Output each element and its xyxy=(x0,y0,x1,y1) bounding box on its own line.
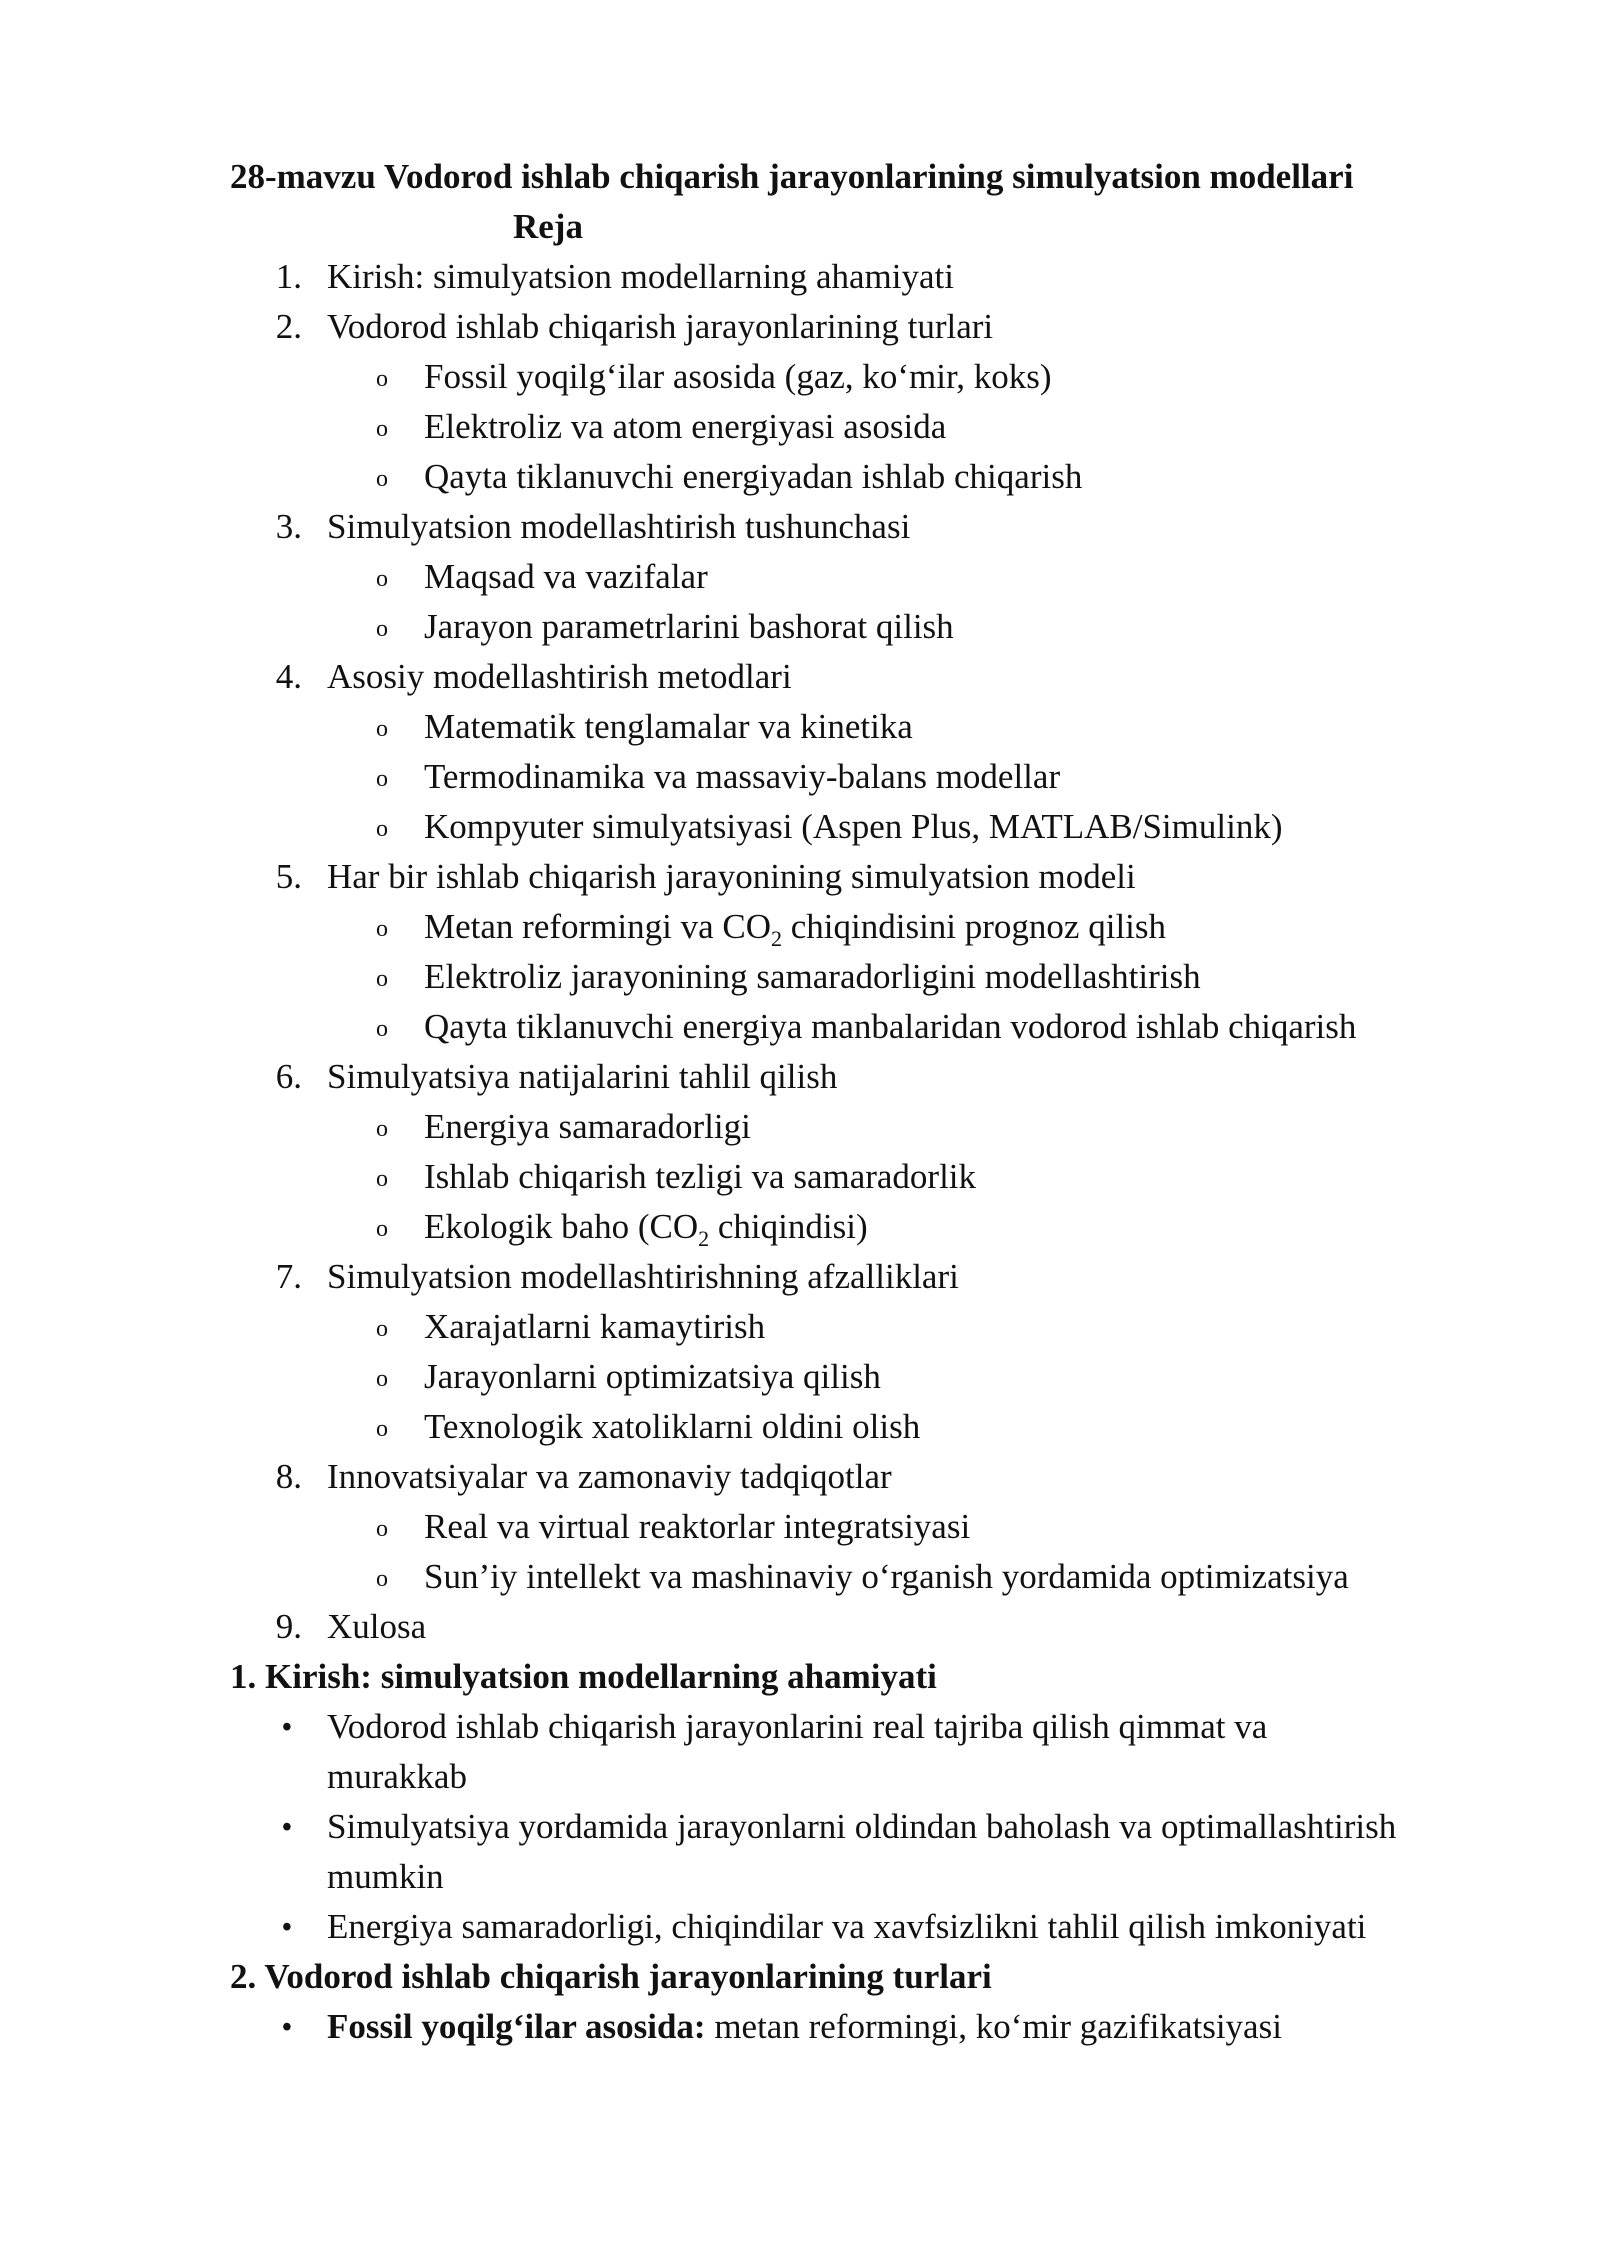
circle-bullet-icon: o xyxy=(376,916,388,942)
plan-subitem: Qayta tiklanuvchi energiyadan ishlab chiqarish xyxy=(424,457,1083,496)
plan-item-number: 8. xyxy=(275,1457,302,1496)
plan-heading: Reja xyxy=(513,207,583,246)
bullet-icon: • xyxy=(282,1912,292,1943)
plan-subitem: Matematik tenglamalar va kinetika xyxy=(424,707,913,746)
plan-item-text: Simulyatsiya natijalarini tahlil qilish xyxy=(327,1057,838,1096)
plan-subitem: Fossil yoqilg‘ilar asosida (gaz, ko‘mir, koks) xyxy=(424,357,1052,396)
circle-bullet-icon: o xyxy=(376,566,388,592)
plan-subitem: Elektroliz va atom energiyasi asosida xyxy=(424,407,947,446)
page-title: 28-mavzu Vodorod ishlab chiqarish jarayonlarining simulyatsion modellari xyxy=(230,157,1354,196)
plan-item-number: 5. xyxy=(275,857,302,896)
circle-bullet-icon: o xyxy=(376,1316,388,1342)
plan-subitem: Kompyuter simulyatsiyasi (Aspen Plus, MATLAB/Simulink) xyxy=(424,807,1283,846)
circle-bullet-icon: o xyxy=(376,1216,388,1242)
bullet-icon: • xyxy=(282,2012,292,2043)
plan-subitem: Texnologik xatoliklarni oldini olish xyxy=(424,1407,921,1446)
circle-bullet-icon: o xyxy=(376,1366,388,1392)
circle-bullet-icon: o xyxy=(376,416,388,442)
plan-subitem: Termodinamika va massaviy-balans modellar xyxy=(424,757,1061,796)
plan-item-number: 4. xyxy=(275,657,302,696)
plan-subitem: Elektroliz jarayonining samaradorligini modellashtirish xyxy=(424,957,1201,996)
plan-item-number: 3. xyxy=(275,507,302,546)
plan-item-number: 2. xyxy=(275,307,302,346)
plan-subitem: Maqsad va vazifalar xyxy=(424,557,708,596)
circle-bullet-icon: o xyxy=(376,1116,388,1142)
plan-item-number: 1. xyxy=(275,257,302,296)
plan-subitem: Ekologik baho ($CO_2$ chiqindisi) xyxy=(424,1207,868,1251)
plan-subitem: Energiya samaradorligi xyxy=(424,1107,751,1146)
plan-item-number: 7. xyxy=(275,1257,302,1296)
plan-subitem: Real va virtual reaktorlar integratsiyasi xyxy=(424,1507,971,1546)
circle-bullet-icon: o xyxy=(376,1416,388,1442)
bullet-icon: • xyxy=(282,1812,292,1843)
plan-item-number: 6. xyxy=(275,1057,302,1096)
bullet-text: Fossil yoqilg‘ilar asosida: metan reformingi, ko‘mir gazifikatsiyasi xyxy=(327,2007,1282,2046)
plan-item-text: Simulyatsion modellashtirish tushunchasi xyxy=(327,507,911,546)
bullet-text-continuation: murakkab xyxy=(327,1757,467,1796)
plan-item-text: Xulosa xyxy=(327,1607,427,1646)
section-heading: 2. Vodorod ishlab chiqarish jarayonlarining turlari xyxy=(230,1957,992,1996)
circle-bullet-icon: o xyxy=(376,816,388,842)
plan-subitem: Sun’iy intellekt va mashinaviy o‘rganish yordamida optimizatsiya xyxy=(424,1557,1349,1596)
circle-bullet-icon: o xyxy=(376,1166,388,1192)
bullet-text: Energiya samaradorligi, chiqindilar va xavfsizlikni tahlil qilish imkoniyati xyxy=(327,1907,1367,1946)
plan-item-text: Har bir ishlab chiqarish jarayonining simulyatsion modeli xyxy=(327,857,1136,896)
plan-subitem: Jarayonlarni optimizatsiya qilish xyxy=(424,1357,881,1396)
plan-subitem: Metan reformingi va $CO_2$ chiqindisini prognoz qilish xyxy=(424,907,1167,951)
plan-subitem: Qayta tiklanuvchi energiya manbalaridan vodorod ishlab chiqarish xyxy=(424,1007,1357,1046)
plan-item-text: Vodorod ishlab chiqarish jarayonlarining turlari xyxy=(327,307,994,346)
bullet-text: Vodorod ishlab chiqarish jarayonlarini real tajriba qilish qimmat va xyxy=(327,1707,1268,1746)
bullet-icon: • xyxy=(282,1712,292,1743)
plan-subitem: Jarayon parametrlarini bashorat qilish xyxy=(424,607,954,646)
section-heading: 1. Kirish: simulyatsion modellarning ahamiyati xyxy=(230,1657,937,1696)
plan-item-text: Innovatsiyalar va zamonaviy tadqiqotlar xyxy=(327,1457,892,1496)
bullet-text-continuation: mumkin xyxy=(327,1857,444,1896)
plan-subitem: Xarajatlarni kamaytirish xyxy=(424,1307,766,1346)
circle-bullet-icon: o xyxy=(376,1566,388,1592)
bullet-text: Simulyatsiya yordamida jarayonlarni oldindan baholash va optimallashtirish xyxy=(327,1807,1397,1846)
circle-bullet-icon: o xyxy=(376,766,388,792)
plan-item-text: Asosiy modellashtirish metodlari xyxy=(327,657,792,696)
circle-bullet-icon: o xyxy=(376,366,388,392)
circle-bullet-icon: o xyxy=(376,716,388,742)
circle-bullet-icon: o xyxy=(376,966,388,992)
circle-bullet-icon: o xyxy=(376,616,388,642)
circle-bullet-icon: o xyxy=(376,1016,388,1042)
plan-subitem: Ishlab chiqarish tezligi va samaradorlik xyxy=(424,1157,977,1196)
plan-item-number: 9. xyxy=(275,1607,302,1646)
plan-item-text: Kirish: simulyatsion modellarning ahamiyati xyxy=(327,257,954,296)
plan-item-text: Simulyatsion modellashtirishning afzalliklari xyxy=(327,1257,959,1296)
circle-bullet-icon: o xyxy=(376,1516,388,1542)
circle-bullet-icon: o xyxy=(376,466,388,492)
